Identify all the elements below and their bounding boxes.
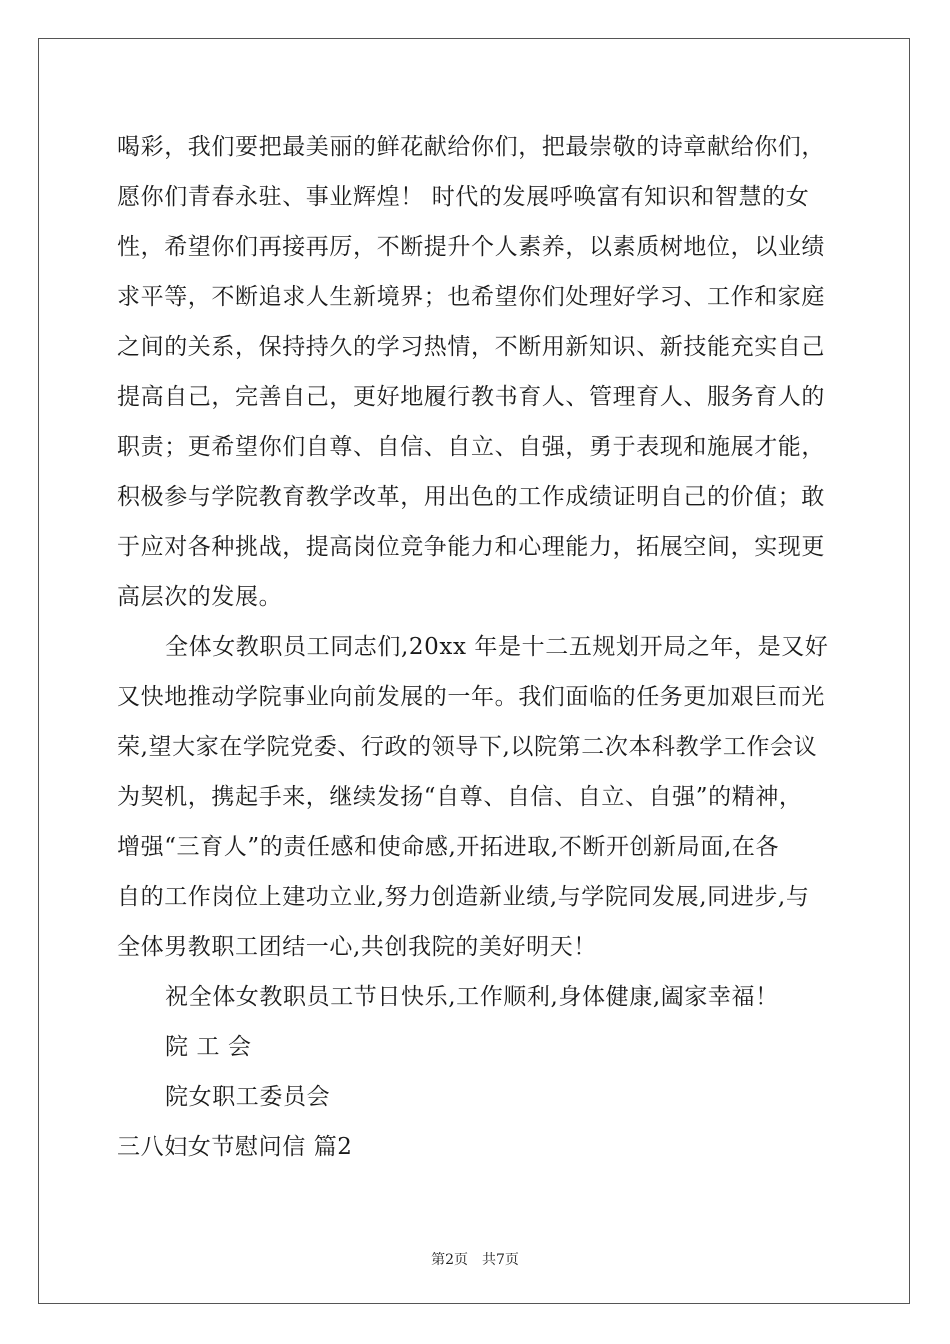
paragraph-start-line-11: 全体女教职员工同志们,20xx 年是十二五规划开局之年，是又好 (165, 634, 829, 660)
text-line-14: 为契机，携起手来，继续发扬“自尊、自信、自立、自强”的精神， (117, 784, 803, 810)
text-line-10: 高层次的发展。 (117, 584, 283, 610)
text-line-3: 性，希望你们再接再厉，不断提升个人素养，以素质树地位，以业绩 (117, 234, 825, 260)
greeting-line: 祝全体女教职员工节日快乐,工作顺利,身体健康,阖家幸福！ (165, 984, 779, 1010)
page-border (38, 38, 910, 1304)
text-line-5: 之间的关系，保持持久的学习热情，不断用新知识、新技能充实自己 (117, 334, 825, 360)
page-number: 第2页 (431, 1252, 468, 1268)
text-line-7: 职责；更希望你们自尊、自信、自立、自强，勇于表现和施展才能， (117, 434, 825, 460)
text-line-9: 于应对各种挑战，提高岗位竞争能力和心理能力，拓展空间，实现更 (117, 534, 825, 560)
text-line-6: 提高自己，完善自己，更好地履行教书育人、管理育人、服务育人的 (117, 384, 825, 410)
text-line-12: 又快地推动学院事业向前发展的一年。我们面临的任务更加艰巨而光 (117, 684, 825, 710)
section-heading: 三八妇女节慰问信 篇2 (117, 1134, 353, 1160)
text-line-13: 荣,望大家在学院党委、行政的领导下,以院第二次本科教学工作会议 (117, 734, 818, 760)
signature-union: 院 工 会 (165, 1034, 252, 1060)
text-line-2: 愿你们青春永驻、事业辉煌！ 时代的发展呼唤富有知识和智慧的女 (117, 184, 810, 210)
page-total: 共7页 (482, 1252, 519, 1268)
page-footer (0, 1249, 950, 1269)
text-line-16: 自的工作岗位上建功立业,努力创造新业绩,与学院同发展,同进步,与 (117, 884, 810, 910)
text-line-4: 求平等，不断追求人生新境界；也希望你们处理好学习、工作和家庭 (117, 284, 825, 310)
text-line-15: 增强“三育人”的责任感和使命感,开拓进取,不断开创新局面,在各 (117, 834, 780, 860)
text-line-8: 积极参与学院教育教学改革，用出色的工作成绩证明自己的价值；敢 (117, 484, 825, 510)
signature-committee: 院女职工委员会 (165, 1084, 331, 1110)
text-line-17: 全体男教职工团结一心,共创我院的美好明天！ (117, 934, 597, 960)
text-line-1: 喝彩，我们要把最美丽的鲜花献给你们，把最崇敬的诗章献给你们， (117, 134, 825, 160)
